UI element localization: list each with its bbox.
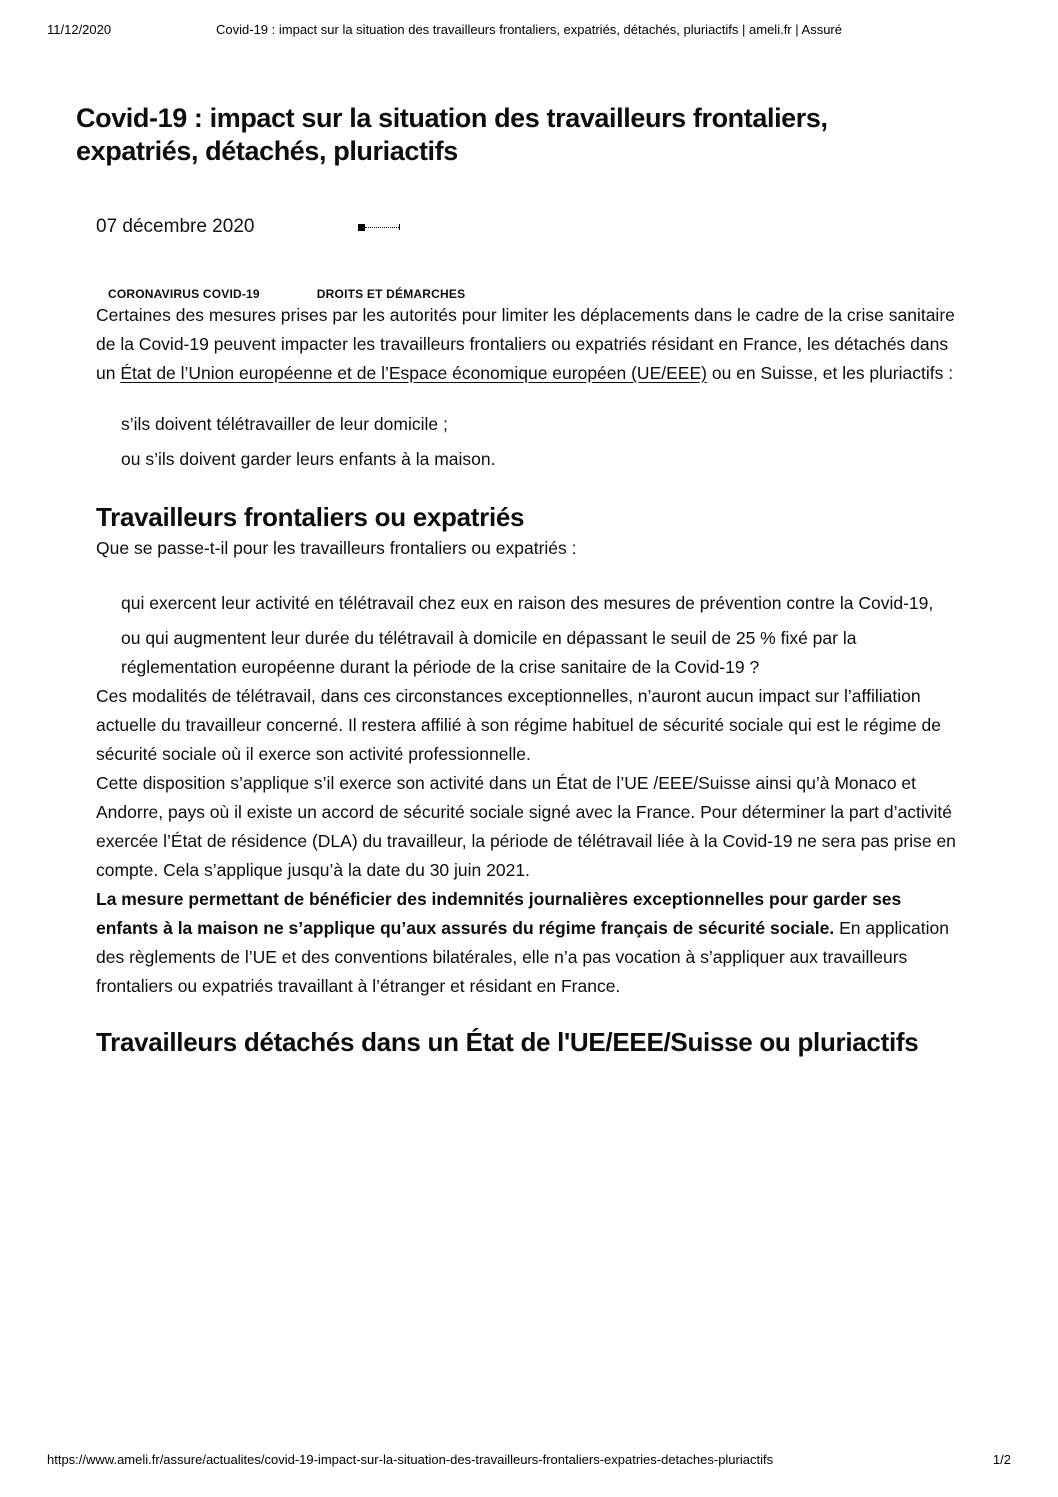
intro-paragraph	[96, 301, 968, 388]
list-item: ou s’ils doivent garder leurs enfants à la maison.	[121, 449, 496, 469]
tag-droits-et-demarches: DROITS ET DÉMARCHES	[316, 287, 466, 301]
print-document-title: Covid-19 : impact sur la situation des travailleurs frontaliers, expatriés, détachés, pluriactifs | ameli.fr | Assuré	[216, 22, 842, 37]
paragraph-mesure-bold: La mesure permettant de bénéficier des indemnités journalières exceptionnelles pour garder ses enfants à la maison ne s’applique qu’aux assurés du régime français de sécurité sociale.	[96, 889, 902, 938]
article	[76, 102, 982, 1059]
lead-paragraph: Que se passe-t-il pour les travailleurs frontaliers ou expatriés :	[96, 538, 577, 558]
print-footer	[47, 1452, 1011, 1467]
intro-text-before-link: Certaines des mesures prises par les autorités pour limiter les déplacements dans le cadre de la crise sanitaire de la Covid-19 peuvent impacter les travailleurs frontaliers ou expatriés résidant en France, les détachés dans un	[96, 305, 955, 383]
list-item: ou qui augmentent leur durée du télétravail à domicile en dépassant le seuil de 25 % fixé par la réglementation européenne durant la période de la crise sanitaire de la Covid-19 ?	[121, 628, 857, 677]
conditions-list	[96, 589, 968, 682]
paragraph-disposition: Cette disposition s’applique s’il exerce son activité dans un État de l’UE /EEE/Suisse ainsi qu’à Monaco et Andorre, pays où il existe un accord de sécurité sociale signé avec la France. Pour déterminer la part d’activité exercée l’État de résidence (DLA) du travailleur, la période de télétravail liée à la Covid-19 ne sera pas prise en compte. Cela s’applique jusqu’à la date du 30 juin 2021.	[96, 773, 956, 880]
tag-coronavirus-covid-19: CORONAVIRUS COVID-19	[108, 287, 260, 301]
article-tags	[108, 287, 982, 301]
print-header	[0, 0, 1058, 40]
print-date: 11/12/2020	[47, 22, 112, 37]
eu-eee-link[interactable]: État de l’Union européenne et de l’Espace économique européen (UE/EEE)	[120, 363, 707, 383]
footer-url: https://www.ameli.fr/assure/actualites/covid-19-impact-sur-la-situation-des-travailleurs-frontaliers-expatries-detaches-pluriactifs	[47, 1452, 774, 1467]
broken-image-icon	[358, 223, 400, 232]
article-meta-row	[96, 216, 982, 238]
paragraph-modalites: Ces modalités de télétravail, dans ces circonstances exceptionnelles, n’auront aucun impact sur l’affiliation actuelle du travailleur concerné. Il restera affilié à son régime habituel de sécurité sociale qui est le régime de sécurité sociale où il exerce son activité professionnelle.	[96, 686, 941, 764]
intro-text-after-link: ou en Suisse, et les pluriactifs :	[706, 363, 954, 383]
section-heading-detaches: Travailleurs détachés dans un État de l'UE/EEE/Suisse ou pluriactifs	[96, 1027, 919, 1057]
article-title: Covid-19 : impact sur la situation des travailleurs frontaliers, expatriés, détachés, pluriactifs	[76, 103, 828, 166]
article-body	[96, 301, 968, 1059]
paragraph-mesure	[96, 885, 968, 1001]
paragraph-mesure-rest: En application des règlements de l’UE et des conventions bilatérales, elle n’a pas vocation à s’appliquer aux travailleurs frontaliers ou expatriés travaillant à l’étranger et résidant en France.	[96, 918, 950, 996]
section-heading-frontaliers: Travailleurs frontaliers ou expatriés	[96, 502, 525, 532]
intro-list	[96, 410, 968, 474]
publish-date: 07 décembre 2020	[96, 216, 255, 237]
list-item: s’ils doivent télétravailler de leur domicile ;	[121, 414, 448, 434]
list-item: qui exercent leur activité en télétravail chez eux en raison des mesures de prévention contre la Covid-19,	[121, 593, 934, 613]
page-indicator: 1/2	[992, 1452, 1011, 1467]
